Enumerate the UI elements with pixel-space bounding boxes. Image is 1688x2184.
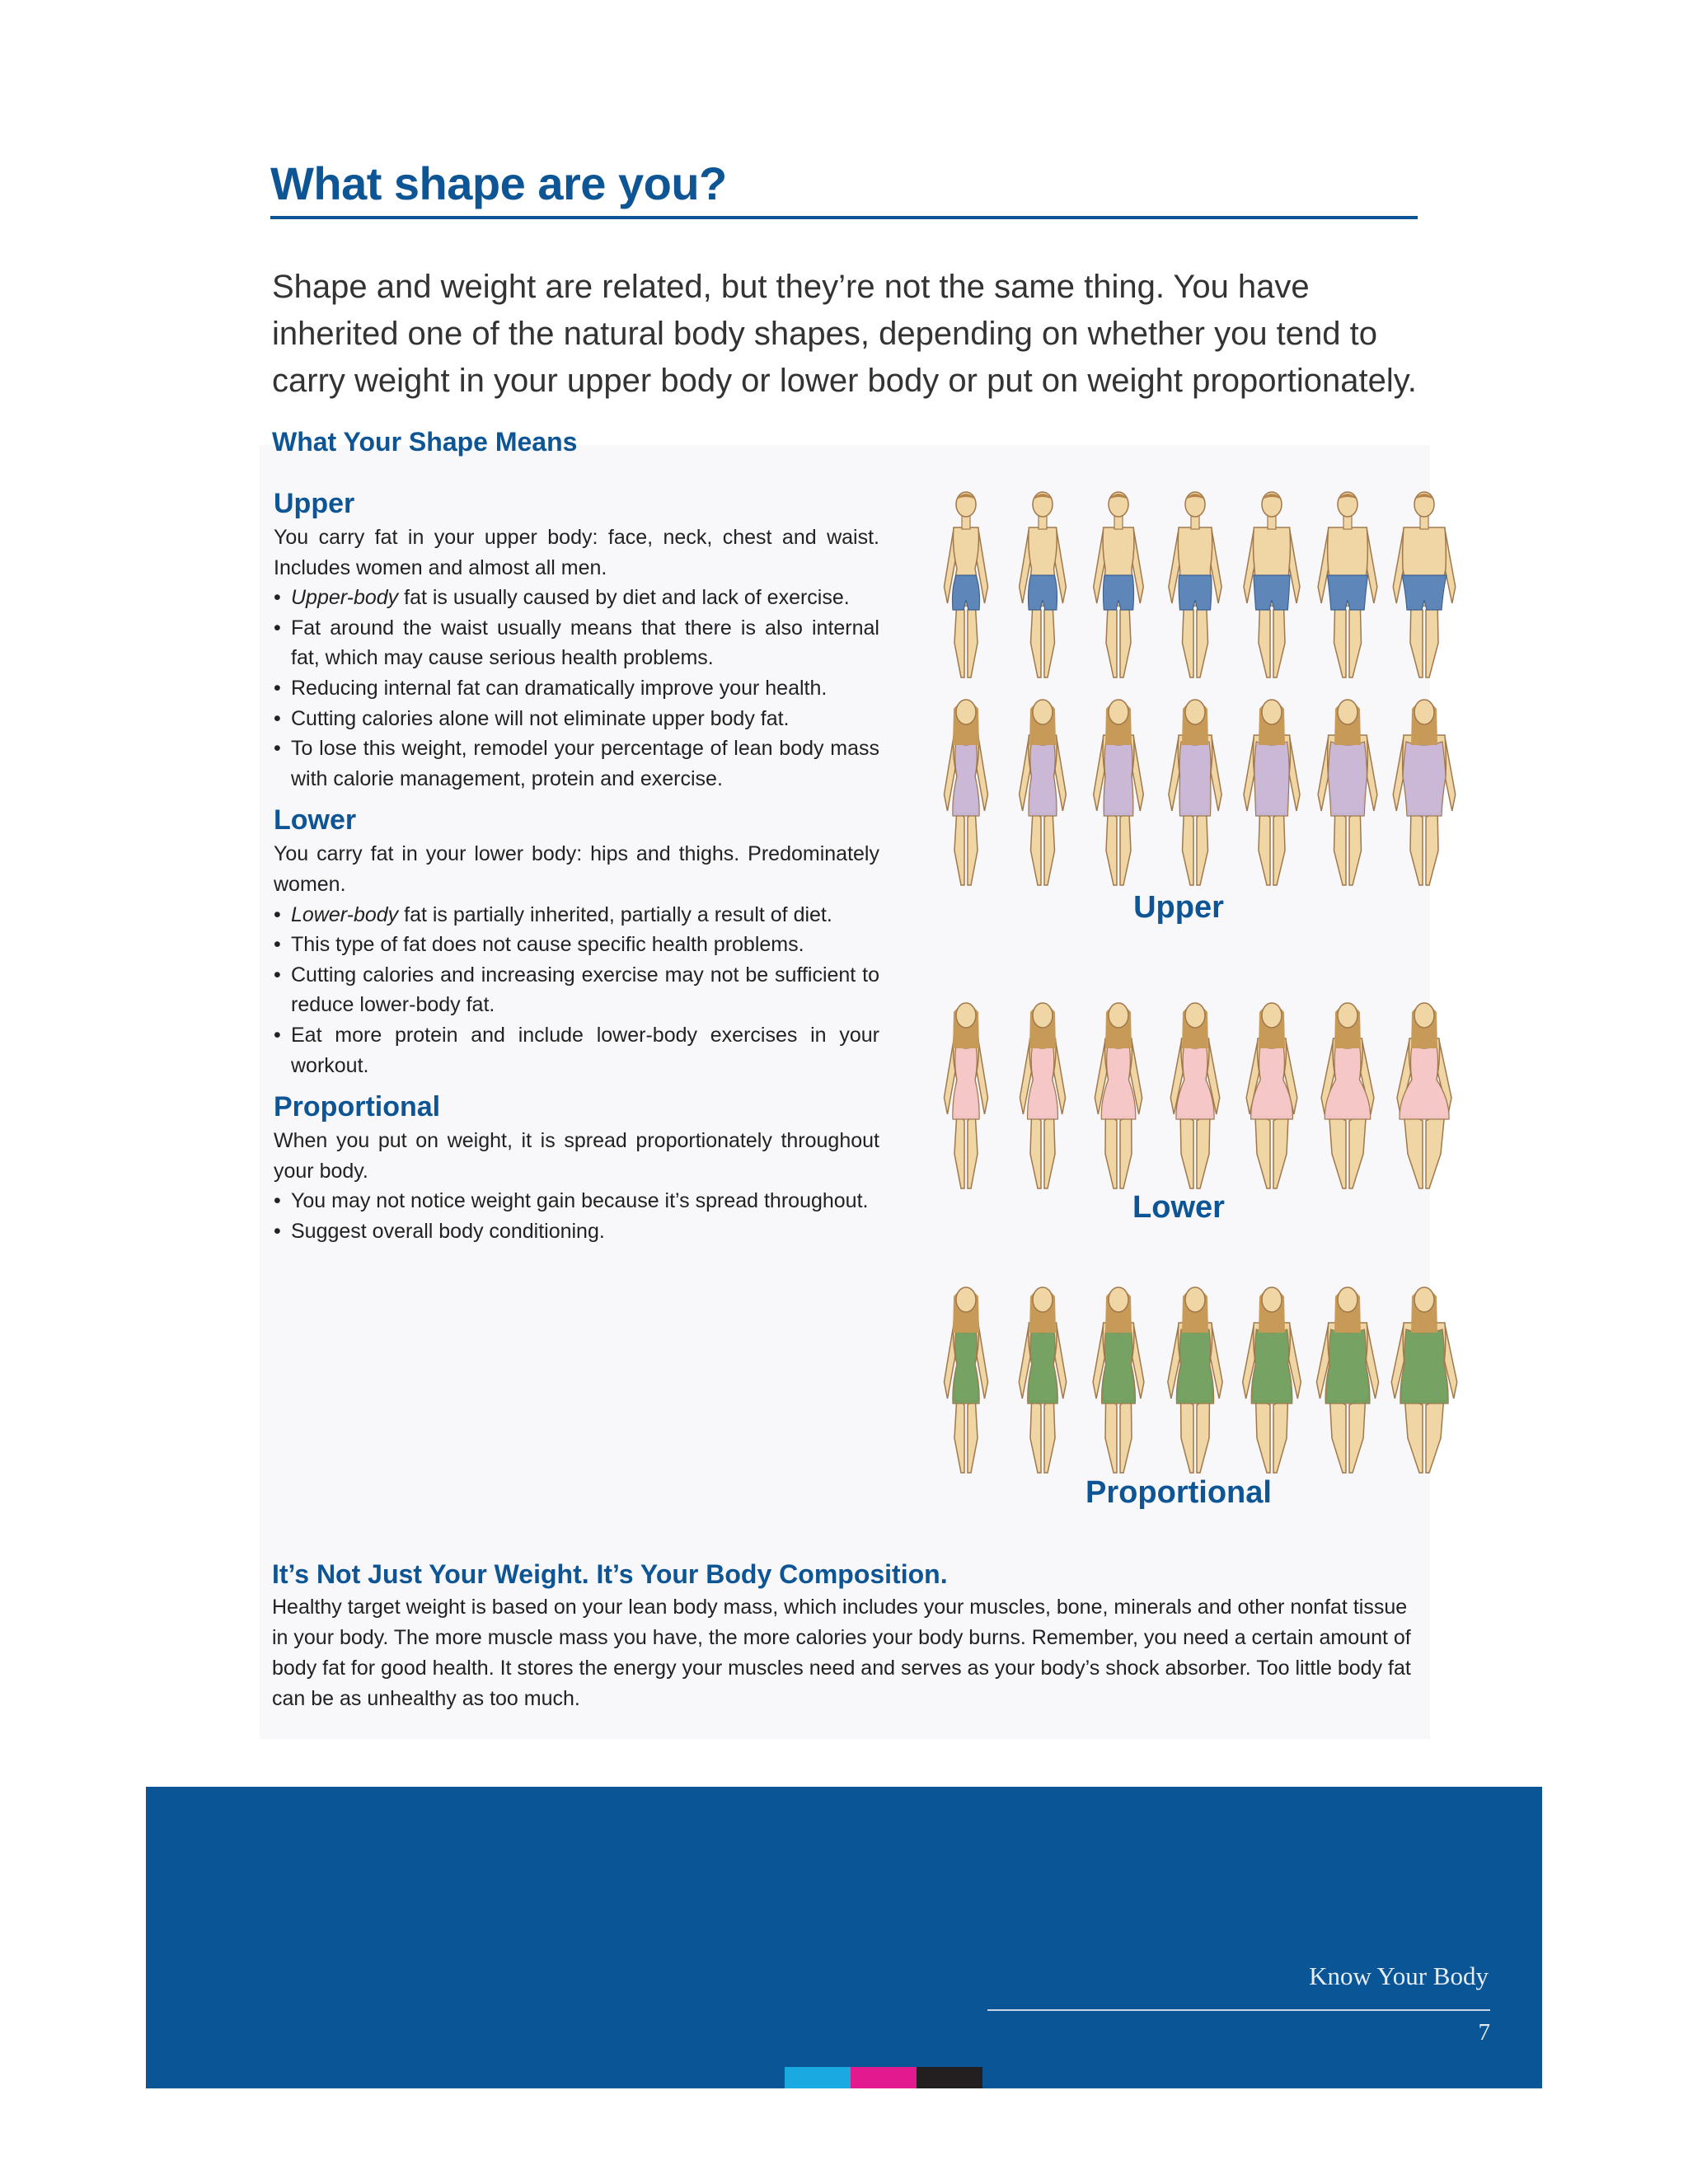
lower-figure-label: Lower [1132, 1190, 1225, 1225]
title-rule [270, 216, 1418, 219]
body-composition-heading: It’s Not Just Your Weight. It’s Your Body Composition. [272, 1559, 948, 1589]
upper-figure-label: Upper [1133, 890, 1224, 925]
upper-heading: Upper [274, 488, 355, 519]
upper-bullet-3: • Reducing internal fat can dramatically improve your health. [274, 673, 879, 704]
shape-descriptions [274, 486, 879, 1246]
body-figure [1237, 997, 1306, 1195]
body-composition-paragraph: Healthy target weight is based on your lean body mass, which includes your muscles, bone, minerals and other nonfat tissue in your body. The more muscle mass you have, the more calories your body burns. Remember, you need a certain amount of body fat for good health. It stores the energy your muscles need and serves as your body’s shock absorber. Too little body fat can be as unhealthy as too much. [272, 1596, 1411, 1710]
footer-band [146, 1787, 1542, 2088]
body-figure [1160, 694, 1230, 892]
body-figure [1390, 997, 1459, 1195]
upper-bullet-2: • Fat around the waist usually means that there is also internal fat, which may cause serious health problems. [274, 613, 879, 673]
body-figure [931, 997, 1001, 1195]
proportional-bullet-2: • Suggest overall body conditioning. [274, 1216, 879, 1247]
proportional-description: When you put on weight, it is spread proportionately throughout your body. [274, 1129, 879, 1183]
footer-section-title: Know Your Body [1309, 1961, 1489, 1990]
body-figure [1008, 1282, 1077, 1479]
lower-heading: Lower [274, 804, 357, 837]
body-figure [1008, 997, 1077, 1195]
proportional-figure-label: Proportional [1085, 1475, 1272, 1510]
body-figure [931, 694, 1001, 892]
body-figure [1084, 694, 1153, 892]
body-figure [1237, 486, 1306, 684]
body-figure [1237, 694, 1306, 892]
lower-bullet-3: • Cutting calories and increasing exercise may not be sufficient to reduce lower-body fat. [274, 960, 879, 1020]
intro-paragraph: Shape and weight are related, but they’re not the same thing. You have inherited one of the natural body shapes, depending on whether you tend to carry weight in your upper body or lower body or put on weight proportionately. [272, 269, 1417, 399]
lower-women-figures [931, 997, 1459, 1195]
body-figure [931, 486, 1001, 684]
upper-bullet-4: • Cutting calories alone will not eliminate upper body fat. [274, 704, 879, 734]
lower-description: You carry fat in your lower body: hips and thighs. Predominately women. [274, 842, 879, 896]
body-figure [1390, 486, 1459, 684]
body-figure [1390, 694, 1459, 892]
page-number: 7 [1478, 2019, 1490, 2046]
registration-mark-black [917, 2067, 982, 2088]
body-figure [1008, 694, 1077, 892]
body-figure [1313, 1282, 1382, 1479]
body-figure [1084, 1282, 1153, 1479]
body-figure [1313, 997, 1382, 1195]
proportional-bullet-1: • You may not notice weight gain because it’s spread throughout. [274, 1186, 879, 1216]
proportional-figures [931, 1282, 1459, 1479]
body-figure [1237, 1282, 1306, 1479]
body-figure [1313, 486, 1382, 684]
body-figure [1313, 694, 1382, 892]
upper-description: You carry fat in your upper body: face, neck, chest and waist. Includes women and almost all men. [274, 526, 879, 579]
upper-bullet-1: • Upper-body fat is usually caused by diet and lack of exercise. [274, 583, 879, 613]
body-figure [931, 1282, 1001, 1479]
body-figure [1084, 486, 1153, 684]
body-figure [1160, 1282, 1230, 1479]
registration-mark-magenta [851, 2067, 917, 2088]
footer-rule [987, 2009, 1490, 2011]
what-your-shape-means-heading: What Your Shape Means [272, 427, 578, 457]
body-figure [1160, 486, 1230, 684]
lower-bullet-4: • Eat more protein and include lower-body exercises in your workout. [274, 1020, 879, 1080]
upper-women-figures [931, 694, 1459, 892]
body-figure [1008, 486, 1077, 684]
lower-bullet-2: • This type of fat does not cause specific health problems. [274, 930, 879, 960]
upper-men-figures [931, 486, 1459, 684]
body-figure [1390, 1282, 1459, 1479]
upper-bullet-5: • To lose this weight, remodel your percentage of lean body mass with calorie management, protein and exercise. [274, 733, 879, 794]
registration-mark-cyan [785, 2067, 851, 2088]
body-figure [1160, 997, 1230, 1195]
body-figure [1084, 997, 1153, 1195]
proportional-heading: Proportional [274, 1091, 441, 1123]
page-title: What shape are you? [270, 157, 727, 209]
lower-bullet-1: • Lower-body fat is partially inherited, partially a result of diet. [274, 900, 879, 930]
